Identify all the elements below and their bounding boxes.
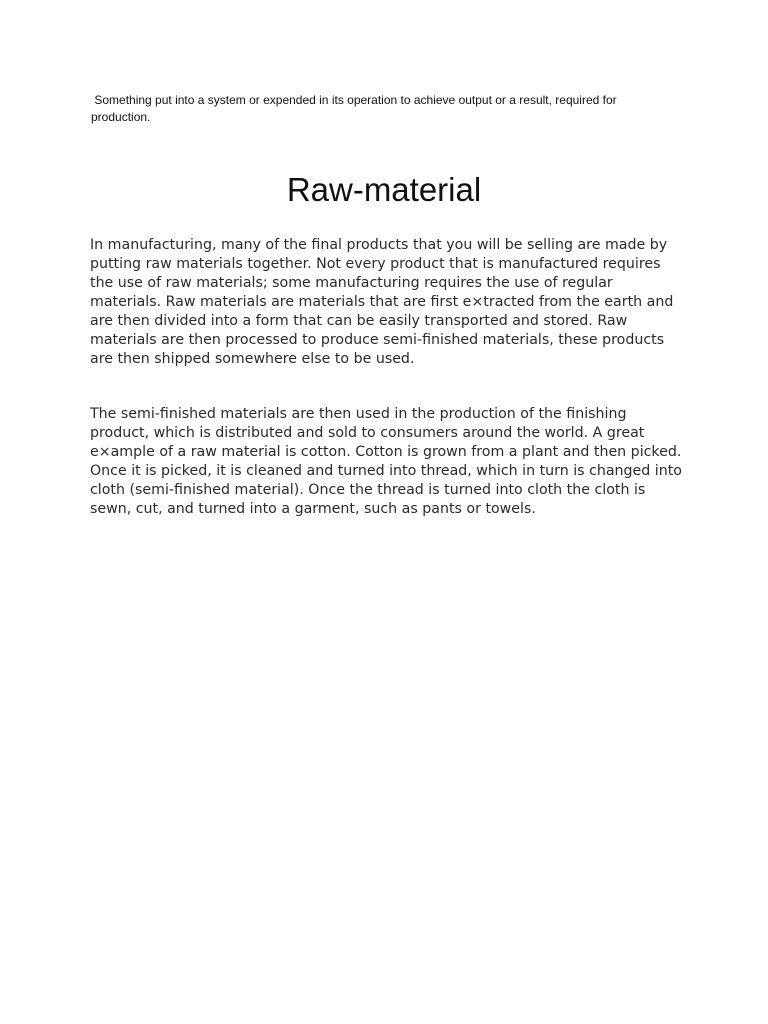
page-title: Raw-material [286, 171, 482, 208]
body-paragraph-2: The semi-finished materials are then used in the production of the finishing product, which is distributed and sold to consumers around the world. A great e×ample of a raw material is cotton. Cotton is grown from a plant and then picked. Once it is picked, it is cleaned and turned into thread, which in turn is changed into cloth (semi-finished material). Once the thread is turned into cloth the cloth is sewn, cut, and turned into a garment, such as pants or towels. [90, 406, 682, 517]
body-paragraph-1: In manufacturing, many of the final products that you will be selling are made by putting raw materials together. Not every product that is manufactured requires the use of raw materials; some manufacturing requires the use of regular materials. Raw materials are materials that are first e×tracted from the earth and are then divided into a form that can be easily transported and stored. Raw materials are then processed to produce semi-finished materials, these products are then shipped somewhere else to be used. [90, 237, 674, 367]
definition-text: Something put into a system or expended in its operation to achieve output or a result, required for production. [91, 93, 620, 124]
